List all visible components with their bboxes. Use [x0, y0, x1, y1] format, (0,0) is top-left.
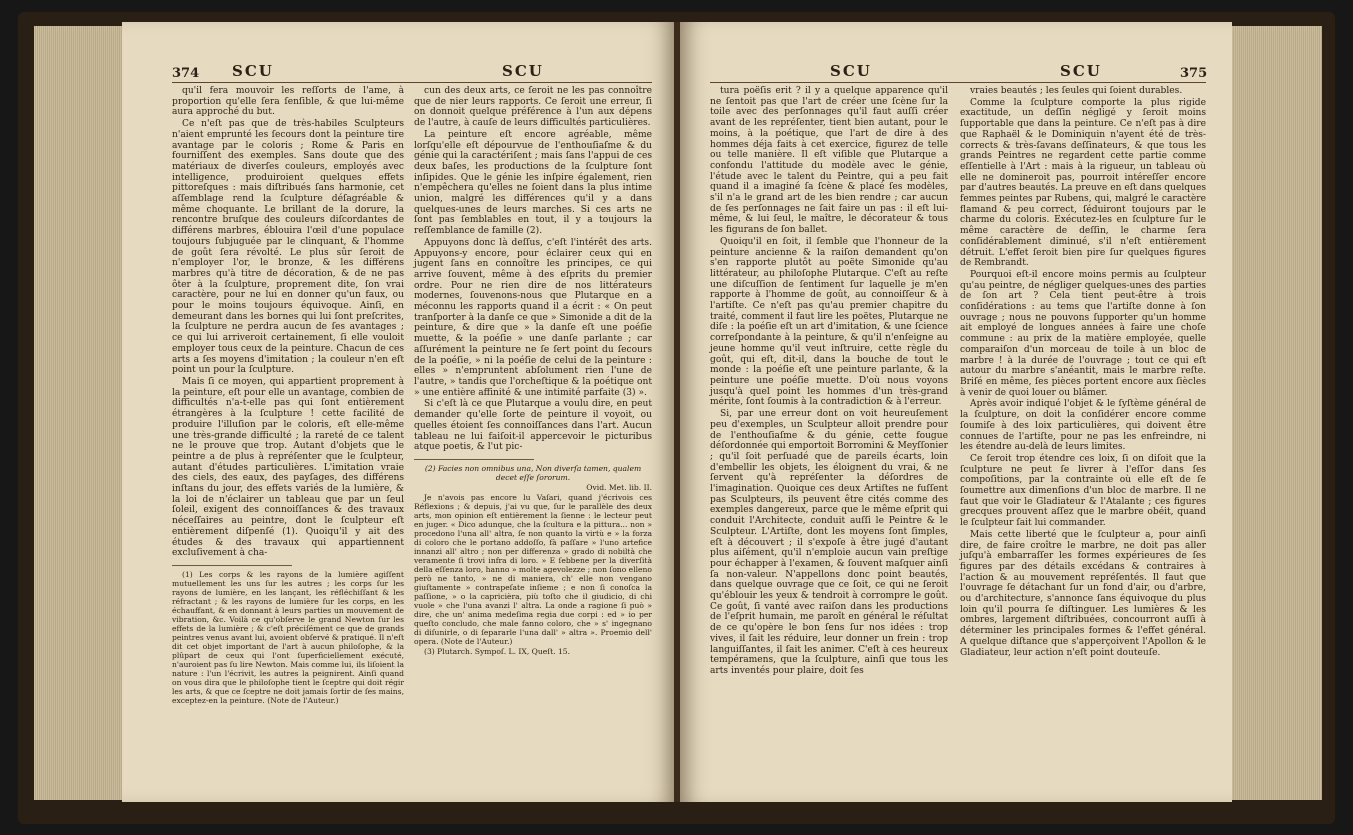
header-rule [710, 82, 1206, 83]
paragraph: cun des deux arts, ce ſeroit ne les pas connoître que de nier leurs rapports. Ce ſeroit une erreur, ſi on donnoit quelque préférence à l'un aux dépens de l'autre, à cauſe de leurs difficultés particulières. [414, 86, 652, 129]
paragraph: Quoiqu'il en ſoit, il ſemble que l'honneur de la peinture ancienne & la raiſon demandent qu'on s'en rapporte plutôt au poëte Simonide qu'au littérateur, au philoſophe Plutarque. C'eſt au reſte une diſcuſſion de ſentiment ſur laquelle je m'en rapporte à l'homme de goût, au connoiſſeur & à l'artiſte. Ce n'eſt pas qu'au premier chapitre du traité, comment il faut lire les poëtes, Plutarque ne diſe : la poéſie eſt un art d'imitation, & une ſcience correſpondante à la peinture, & qu'il n'enſeigne au jeune homme qu'il veut inſtruire, cette règle du goût, qui eſt, dit-il, dans la bouche de tout le monde : la poéſie eſt une peinture parlante, & la peinture une poéſie muette. D'où nous voyons jusqu'à quel point les hommes d'un très-grand mérite, ſont ſoumis à la contradiction & à l'erreur. [710, 236, 948, 408]
paragraph: vraies beautés ; les ſeules qui ſoient durables. [970, 86, 1183, 96]
page-number-left: 374 [172, 66, 200, 81]
running-head-right-a: SCU [830, 62, 872, 80]
footnote: (1) Les corps & les rayons de la lumière agiſſent mutuellement les uns ſur les autres ; les corps ſur les rayons de lumière, en les lançant, les réfléchiſſant & les réfractant ; & les rayons de lumière ſur les corps, en les échauffant, & en donnant à leurs parties un mouvement de vibration, &c. Voilà ce qu'obſerve le grand Newton ſur les effets de la lumière ; & c'eſt préciſément ce que de grands peintres venus avant lui, avoient obſervé & pratiqué. Il n'eſt dit cet objet important de l'art à aucun philoſophe, & la plûpart de ceux qui l'ont ſuperficiellement exécuté, n'auroient pas ſu lire Newton. Mais comme lui, ils liſoient la nature : l'un l'écrivit, les autres la peignirent. Ainſi quand on vous dira que le philoſophe tient le ſceptre qui doit régir les arts, & que ce ſceptre ne doit jamais ſortir de ſes mains, exceptez-en la peinture. (Note de l'Auteur.) [172, 569, 404, 705]
page-number-right: 375 [1180, 66, 1208, 81]
left-page [122, 22, 675, 802]
footnote-citation: Ovid. Met. lib. II. [586, 482, 652, 492]
footnote-quote: (2) Facies non omnibus una, Non diverſa tamen, qualem decet eſſe ſororum. [424, 463, 642, 482]
running-head-right-b: SCU [1060, 62, 1102, 80]
paragraph: Mais ſi ce moyen, qui appartient proprement à la peinture, eſt pour elle un avantage, combien de difficultés n'a-t-elle pas qui ſont entièrement étrangères à la ſculpture ! cette facilité de produire l'illuſion par le coloris, eſt elle-même une très-grande difficulté ; la rareté de ce talent ne le prouve que trop. Autant d'objets que le peintre a de plus à repréſenter que le ſculpteur, autant d'études particulières. L'imitation vraie des ciels, des eaux, des payſages, des différens inſtans du jour, des effets variés de la lumière, & la loi de n'éclairer un tableau que par un ſeul ſoleil, exigent des connoiſſances & des travaux néceſſaires au peintre, dont le ſculpteur eſt entièrement diſpenſé (1). Quoiqu'il y ait des études & des travaux qui appartiennent excluſivement à cha- [172, 376, 404, 559]
paragraph: Pourquoi eſt-il encore moins permis au ſculpteur qu'au peintre, de négliger quelques-unes des parties de ſon art ? Cela tient peut-être à trois conſidérations : au tems que l'artiſte donne à ſon ouvrage ; nous ne pouvons ſupporter qu'un homme ait employé de longues années à faire une choſe commune : au prix de la matière employée, quelle comparaiſon d'un morceau de toile à un bloc de marbre ! à la durée de l'ouvrage ; tout ce qui eſt autour du marbre s'anéantit, mais le marbre reſte. Briſé en même, ſes pièces portent encore aux ſiècles à venir de quoi louer ou blâmer. [960, 269, 1206, 398]
running-head-left-a: SCU [232, 62, 274, 80]
left-page-edges [34, 26, 124, 800]
right-column-2 [960, 86, 1206, 659]
footnote-rule [414, 459, 534, 460]
paragraph: qu'il fera mouvoir les reſſorts de l'ame, à proportion qu'elle ſera ſenſible, & que lui-même aura approché du but. [172, 86, 404, 118]
footnote: Je n'avois pas encore lu Vaſari, quand j'écrivois ces Réflexions ; & depuis, j'ai vu que, ſur le parallèle des deux arts, mon opinion eſt entièrement la ſienne : le lecteur peut en juger. « Dico adunque, che la ſcultura e la pittura... non » procedono l'una all' altra, ſe non quanto la virtù e » la forza di coloro che le portano addoſſo, fà paſſare » l'uno artefice innanzi all' altro ; non per differenza » grado di nobiltà che veramente ſi trovi infra di loro. » E ſebbene per la diverſità della eſſenza loro, hanno » molte agevolezze ; non ſono elleno però ne tanto, » ne di maniera, ch' elle non vengano giuſtamente » contrapeſate inſieme ; e non ſi conoſca la paſſione, » o la capricièra, più toſto che il giudicio, di chi vuole » che l'una avanzi l' altra. La onde a ragione ſi può » dire, che un' anima medeſima regia due corpi : ed » io per queſto concludo, che male fanno coloro, che » s' ingegnano di diſunirle, o di ſepararle l'una dall' » altra ». Proemio dell' opera. (Note de l'Auteur.) [414, 492, 652, 646]
right-column-1 [710, 86, 948, 678]
paragraph: Après avoir indiqué l'objet & le ſyſtème général de la ſculpture, on doit la conſidérer encore comme ſoumiſe à des loix particulières, qui doivent être connues de l'artiſte, pour ne pas les enfreindre, ni les étendre au-delà de leurs limites. [960, 399, 1206, 453]
paragraph: Ce ſeroit trop étendre ces loix, ſi on diſoit que la ſculpture ne peut ſe livrer à l'eſſor dans ſes compoſitions, par la contrainte où elle eſt de ſe ſoumettre aux dimenſions d'un bloc de marbre. Il ne faut que voir le Gladiateur & l'Atalante ; ces figures grecques prouvent aſſez que le marbre obéit, quand le ſculpteur ſait lui commander. [960, 453, 1206, 529]
paragraph: La peinture eſt encore agréable, même lorſqu'elle eſt dépourvue de l'enthouſiaſme & du génie qui la caractériſent ; mais ſans l'appui de ces deux baſes, les productions de la ſculpture ſont inſipides. Que le génie les inſpire également, rien n'empêchera qu'elles ne ſoient dans la plus intime union, malgré les différences qu'il y a dans quelques-unes de leurs marches. Si ces arts ne ſont pas ſemblables en tout, il y a toujours la reſſemblance de famille (2). [414, 129, 652, 237]
paragraph: tura poëſis erit ? il y a quelque apparence qu'il ne ſentoit pas que l'art de créer une ſcène ſur la toile avec des perſonnages qu'il faut auſſi créer avant de les repréſenter, tient bien autant, pour le moins, à la poétique, que l'art de dire à des hommes déja faits à cet exercice, figurez de telle ou telle manière. Il eſt viſible que Plutarque a confondu l'attitude du modèle avec le génie, l'étude avec le talent du Peintre, qui a peu fait quand il a imaginé ſa ſcène & placé ſes modèles, s'il n'a le grand art de les bien rendre ; car aucun de ſes perſonnages ne ſait faire un pas : il eſt lui-même, & lui ſeul, le maître, le décorateur & tous les figurans de ſon ballet. [710, 86, 948, 236]
paragraph: Si c'eſt là ce que Plutarque a voulu dire, en peut demander qu'elle ſorte de peinture il voyoit, ou quelles étoient ſes connoiſſances dans l'art. Aucun tableau ne lui faiſoit-il appercevoir le picturibus atque poetis, & l'ut pic- [414, 399, 652, 453]
running-head-left-b: SCU [502, 62, 544, 80]
header-rule [172, 82, 652, 83]
footnote-rule [172, 565, 292, 566]
paragraph: Comme la ſculpture comporte la plus rigide exactitude, un deſſin négligé y ſeroit moins ſupportable que dans la peinture. Ce n'eſt pas à dire que Raphaël & le Dominiquin n'ayent été de très-corrects & très-ſavans deſſinateurs, & que tous les grands Peintres ne regardent cette partie comme eſſentielle à l'Art : mais à la rigueur, un tableau où elle ne domineroit pas, pourroit intéreſſer encore par d'autres beautés. La preuve en eſt dans quelques femmes peintes par Rubens, qui, malgré le caractère flamand & peu correct, ſéduiront toujours par le charme du coloris. Exécutez-les en ſculpture ſur le même caractère de deſſin, le charme ſera conſidérablement diminué, s'il n'eſt entièrement détruit. L'effet ſeroit bien pire ſur quelques figures de Rembrandt. [960, 97, 1206, 269]
paragraph: Mais cette liberté que le ſculpteur a, pour ainſi dire, de faire croître le marbre, ne doit pas aller juſqu'à embarraſſer les formes expérieures de ſes figures par des détails excédans & contraires à l'action & au mouvement repréſentés. Il faut que l'ouvrage ſe détachant ſur un fond d'air, ou d'arbre, ou d'architecture, s'annonce ſans équivoque du plus loin qu'il pourra ſe diſtinguer. Les lumières & les ombres, largement diſtribuées, concourront auſſi à déterminer les principales formes & l'effet général. A quelque diſtance que s'apperçoivent l'Apollon & le Gladiateur, leur action n'eſt point douteuſe. [960, 529, 1206, 658]
footnote: (3) Plutarch. Sympoſ. L. IX, Queſt. 15. [424, 646, 571, 656]
right-page [680, 22, 1232, 802]
paragraph: Si, par une erreur dont on voit heureuſement peu d'exemples, un Sculpteur alloit prendre pour de l'enthouſiaſme & du génie, cette fougue déſordonnée qui emportoit Borromini & Meyſſonier ; qu'il ſoit perſuadé que de pareils écarts, loin d'embellir les objets, les éloignent du vrai, & ne ſervent qu'à repréſenter la déſordres de l'imagination. Quoique ces deux Artiſtes ne fuſſent pas Sculpteurs, ils peuvent être cités comme des exemples dangereux, parce que le même eſprit qui conduit l'Architecte, conduit auſſi le Peintre & le Sculpteur. L'Artiſte, dont les moyens ſont ſimples, eſt à découvert ; il s'expoſe à être jugé d'autant plus aiſément, qu'il n'emploie aucun vain preſtige pour échapper à l'examen, & ſouvent maſquer ainſi ſa non-valeur. N'appellons donc point beautés, dans quelque ouvrage que ce ſoit, ce qui ne ſeroit qu'éblouir les yeux & tendroit à corrompre le goût. Ce goût, ſi vanté avec raiſon dans les productions de l'eſprit humain, me paroît en général le réſultat de ce qu'opère le bon ſens ſur nos idées : trop vives, il ſait les réduire, leur donner un frein : trop languiſſantes, il ſait les animer. C'eſt à ces heureux tempéramens, que la ſculpture, ainſi que tous les arts inventés pour plaire, doit ſes [710, 409, 948, 676]
left-column-1 [172, 86, 404, 706]
paragraph: Appuyons donc là deſſus, c'eſt l'intérêt des arts. Appuyons-y encore, pour éclairer ceux qui en jugent ſans en connoître les principes, ce qui arrive ſouvent, même à des eſprits du premier ordre. Pour ne rien dire de nos littérateurs modernes, ſouvenons-nous que Plutarque en a méconnu les rapports quand il a écrit : « On peut tranſporter à la danſe ce que » Simonide a dit de la peinture, & dire que » la danſe eſt une poéſie muette, & la poéſie » une danſe parlante ; car aſſurément la peinture ne ſe ſert point du ſecours de la poéſie, » ni la poéſie de celui de la peinture : elles » n'empruntent abſolument rien l'une de l'autre, » tandis que l'orcheſtique & la poétique ont » une entière affinité & une intimité parfaite (3) ». [414, 237, 652, 398]
right-page-edges [1232, 26, 1322, 800]
paragraph: Ce n'eſt pas que de très-habiles Sculpteurs n'aient emprunté les ſecours dont la peinture tire avantage par le coloris ; Rome & Paris en fourniſſent des exemples. Sans doute que des matériaux de diverſes couleurs, employés avec intelligence, produiroient quelques effets pittoreſques : mais diſtribués ſans harmonie, cet aſſemblage rend la ſculpture déſagréable & même choquante. Le brillant de la dorure, la rencontre bruſque des couleurs diſcordantes de différens marbres, éblouira l'œil d'une populace toujours ſubjuguée par le clinquant, & l'homme de goût ſera révolté. Le plus sûr ſeroit de n'employer l'or, le bronze, & les différens marbres qu'à titre de décoration, & de ne pas ôter à la ſculpture, proprement dite, ſon vrai caractère, pour ne lui en donner qu'un faux, ou pour le moins toujours équivoque. Ainſi, en demeurant dans les bornes qui lui ſont preſcrites, la ſculpture ne perdra aucun de ſes avantages ; ce qui lui arriveroit certainement, ſi elle vouloit employer tous ceux de la peinture. Chacun de ces arts a ſes moyens d'imitation ; la couleur n'en eſt point un pour la ſculpture. [172, 119, 404, 376]
left-column-2 [414, 86, 652, 657]
